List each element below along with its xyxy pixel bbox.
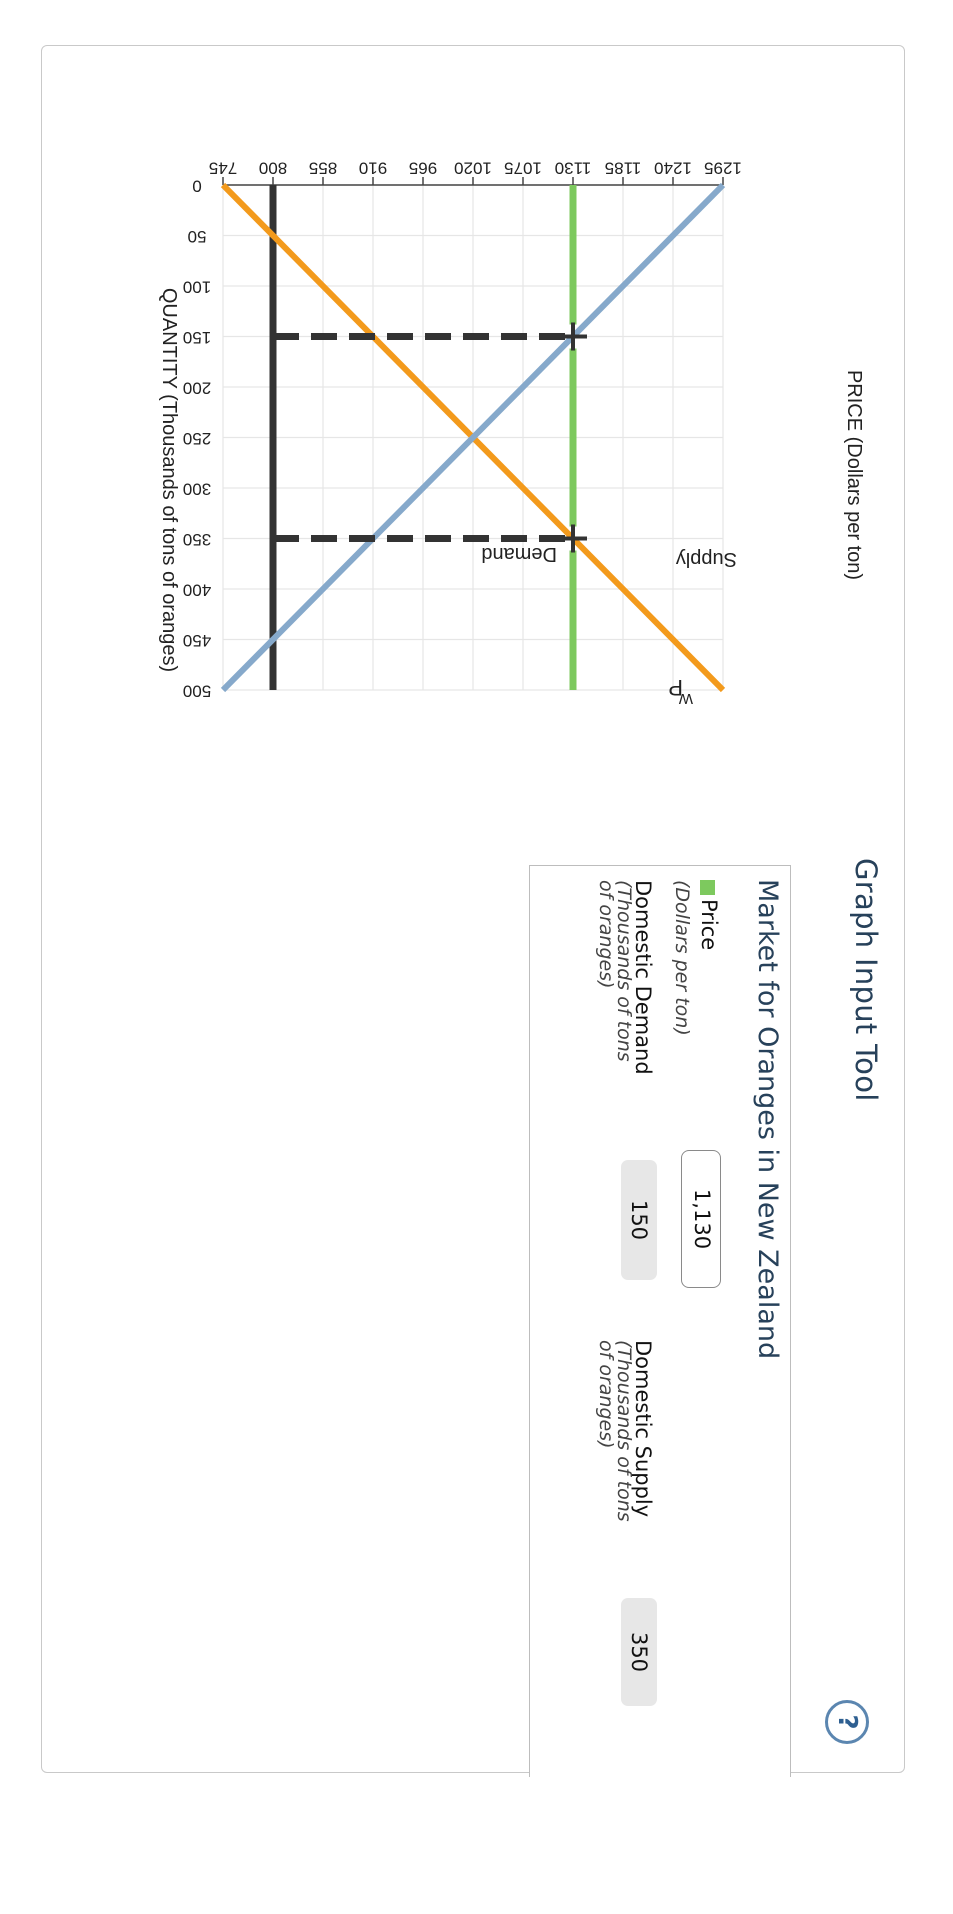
x-tick-label-50: 50	[187, 227, 207, 247]
world-price-label: P	[668, 675, 683, 700]
y-tick-label-1185: 1185	[604, 158, 642, 178]
y-tick-label-965: 965	[408, 158, 438, 178]
y-tick-label-1130: 1130	[554, 158, 592, 178]
demand-value: 150	[621, 1160, 657, 1280]
demand-unit-line2: of oranges)	[595, 880, 617, 989]
y-tick-label-1295: 1295	[704, 158, 742, 178]
supply-value: 350	[621, 1598, 657, 1706]
supply-label: Domestic Supply	[631, 1340, 655, 1518]
x-tick-label-200: 200	[182, 378, 212, 398]
world-price-subscript: W	[678, 690, 693, 707]
x-tick-label-500: 500	[182, 681, 212, 701]
help-icon[interactable]: ?	[825, 1700, 869, 1744]
x-tick-label-450: 450	[182, 631, 212, 651]
x-tick-label-100: 100	[182, 277, 212, 297]
market-title: Market for Oranges in New Zealand	[752, 879, 783, 1360]
supply-unit-line1: (Thousands of tons	[613, 1340, 635, 1522]
tool-title: Graph Input Tool	[849, 858, 883, 1102]
y-tick-label-745: 745	[208, 158, 238, 178]
x-tick-label-0: 0	[192, 176, 202, 196]
supply-unit-line2: of oranges)	[595, 1340, 617, 1449]
x-tick-label-150: 150	[182, 328, 212, 348]
x-tick-label-400: 400	[182, 580, 212, 600]
y-tick-label-910: 910	[358, 158, 388, 178]
price-unit: (Dollars per ton)	[671, 880, 693, 1036]
x-tick-label-350: 350	[182, 530, 212, 550]
labels	[158, 159, 865, 707]
x-tick-label-250: 250	[182, 429, 212, 449]
y-tick-label-855: 855	[308, 158, 338, 178]
demand-unit-line1: (Thousands of tons	[613, 880, 635, 1062]
supply-label: Supply	[675, 548, 737, 570]
y-tick-label-1075: 1075	[504, 158, 542, 178]
price-swatch	[700, 880, 715, 895]
x-tick-label-300: 300	[182, 479, 212, 499]
y-axis-title: PRICE (Dollars per ton)	[843, 369, 865, 581]
x-axis-title: QUANTITY (Thousands of tons of oranges)	[158, 287, 180, 673]
y-tick-label-1240: 1240	[654, 158, 692, 178]
y-tick-label-1020: 1020	[454, 158, 492, 178]
demand-label: Demand	[481, 543, 557, 565]
price-label: Price	[697, 899, 721, 951]
y-tick-label-800: 800	[258, 158, 288, 178]
demand-label: Domestic Demand	[631, 880, 655, 1075]
price-input[interactable]: 1,130	[681, 1150, 721, 1288]
